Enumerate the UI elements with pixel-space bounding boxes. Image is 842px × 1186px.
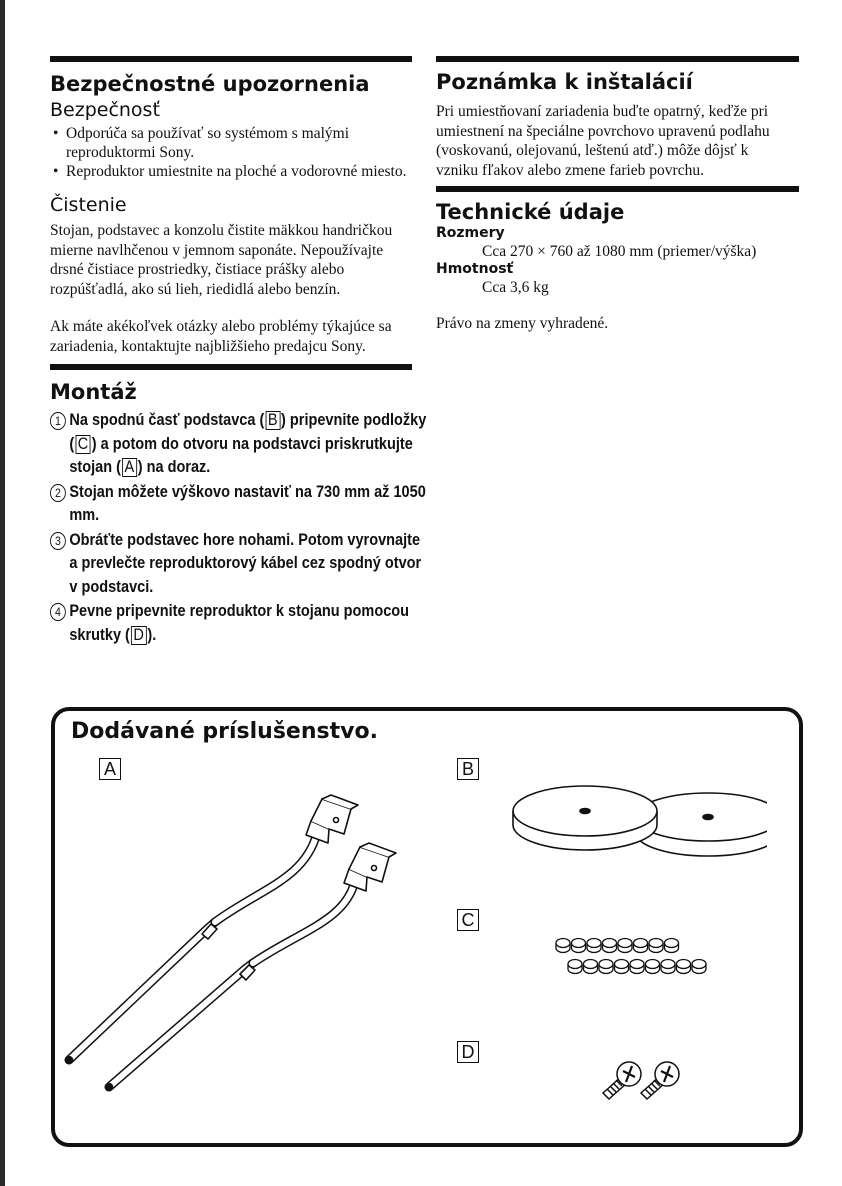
washer xyxy=(615,960,629,974)
cleaning-subtitle: Čistenie xyxy=(50,194,127,216)
washer xyxy=(649,939,663,953)
step-number: 1 xyxy=(50,412,66,430)
list-item: • Reproduktor umiestnite na ploché a vodorovné miesto. xyxy=(50,162,412,181)
section-rule xyxy=(50,56,412,62)
washer xyxy=(572,939,586,953)
part-label-ref: C xyxy=(75,435,91,454)
washer xyxy=(661,960,675,974)
step-number: 4 xyxy=(50,603,66,621)
washer xyxy=(568,960,582,974)
washer xyxy=(584,960,598,974)
step-text: Stojan môžete výškovo nastaviť na 730 mm až 1050 mm. xyxy=(69,482,426,524)
page-edge xyxy=(0,0,5,1186)
rights-note: Právo na zmeny vyhradené. xyxy=(436,315,609,332)
step-text: ) a potom do otvoru na podstavci priskrutkujte stojan ( xyxy=(69,434,413,476)
assembly-step-4 xyxy=(50,600,430,647)
step-text: ) pripevnite podložky ( xyxy=(69,411,427,453)
washer xyxy=(677,960,691,974)
assembly-title: Montáž xyxy=(50,380,137,404)
stand-poles-illustration xyxy=(55,781,425,1111)
assembly-steps xyxy=(50,409,427,647)
washer xyxy=(587,939,601,953)
section-rule xyxy=(50,364,412,370)
bases-illustration xyxy=(507,769,767,869)
part-a-label: A xyxy=(99,758,121,780)
screw xyxy=(641,1062,679,1099)
spec-dimensions-label: Rozmery xyxy=(436,225,505,241)
part-label-ref: D xyxy=(131,626,147,645)
step-text: ). xyxy=(147,625,157,644)
installation-title: Poznámka k inštalácií xyxy=(436,70,693,94)
part-b-label: B xyxy=(457,758,479,780)
washer xyxy=(599,960,613,974)
spec-dimensions-value: Cca 270 × 760 až 1080 mm (priemer/výška) xyxy=(482,243,757,260)
washer xyxy=(618,939,632,953)
step-text: Na spodnú časť podstavca ( xyxy=(69,411,265,429)
screw xyxy=(603,1062,641,1099)
washer xyxy=(556,939,570,953)
section-rule xyxy=(436,56,799,62)
step-text: Pevne pripevnite reproduktor k stojanu pomocou skrutky ( xyxy=(69,602,410,644)
right-column xyxy=(436,56,799,334)
safety-title: Bezpečnostné upozornenia xyxy=(50,72,370,96)
washer xyxy=(634,939,648,953)
part-c-label: C xyxy=(457,909,479,931)
step-number: 2 xyxy=(50,484,66,502)
washers-illustration xyxy=(550,931,730,981)
spec-weight-label: Hmotnosť xyxy=(436,261,514,277)
washer xyxy=(692,960,706,974)
washer xyxy=(665,939,679,953)
stand-pole xyxy=(106,843,397,1091)
assembly-step-3 xyxy=(50,529,430,600)
part-d-label: D xyxy=(457,1041,479,1063)
specs-title: Technické údaje xyxy=(436,200,625,224)
section-rule xyxy=(436,186,799,192)
washer xyxy=(630,960,644,974)
safety-subtitle: Bezpečnosť xyxy=(50,99,160,121)
accessories-title: Dodávané príslušenstvo. xyxy=(71,719,378,744)
installation-text: Pri umiestňovaní zariadenia buďte opatrný, keďže pri umiestnení na špeciálne povrchovo upravenú podlahu (voskovanú, olejovanú, leštenú atď.) môže dôjsť k vzniku fľakov alebo zmene farieb povrchu. xyxy=(436,103,770,179)
spec-weight-value: Cca 3,6 kg xyxy=(482,279,549,296)
list-item: • Odporúča sa používať so systémom s malými reproduktormi Sony. xyxy=(50,124,412,162)
washer xyxy=(646,960,660,974)
left-column xyxy=(50,56,427,647)
washer xyxy=(603,939,617,953)
assembly-step-1 xyxy=(50,409,430,480)
cleaning-text: Stojan, podstavec a konzolu čistite mäkkou handričkou mierne navlhčenou v jemnom saponáte. Nepoužívajte drsné čistiace prostriedky, čistiace prášky alebo rozpúšťadlá, ako sú lieh, riedidlá alebo benzín. xyxy=(50,222,393,298)
screws-illustration xyxy=(595,1051,695,1111)
assembly-step-2 xyxy=(50,481,430,528)
step-text: ) na doraz. xyxy=(137,458,211,476)
safety-list xyxy=(50,124,412,181)
step-text: Obráťte podstavec hore nohami. Potom vyrovnajte a prevlečte reproduktorový kábel cez spodný otvor v podstavci. xyxy=(69,530,422,596)
contact-text: Ak máte akékoľvek otázky alebo problémy týkajúce sa zariadenia, kontaktujte najbližšieho predajcu Sony. xyxy=(50,318,392,355)
step-number: 3 xyxy=(50,532,66,550)
base-disc xyxy=(513,786,657,850)
part-label-ref: B xyxy=(265,411,280,430)
accessories-box xyxy=(51,707,803,1147)
part-label-ref: A xyxy=(122,458,137,477)
